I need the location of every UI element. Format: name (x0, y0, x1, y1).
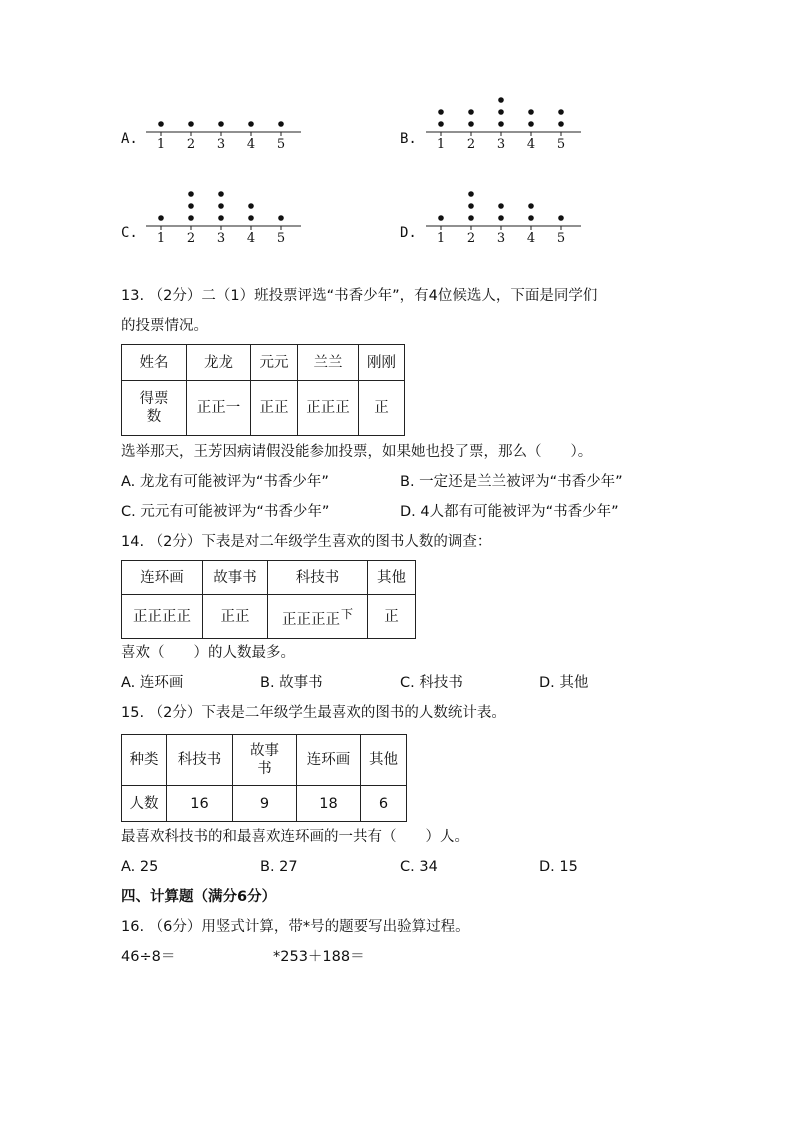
plot-dot (188, 203, 194, 209)
q14-tally-value: 正正正正 (281, 611, 340, 628)
q15-header-category: 种类 (122, 735, 167, 786)
option-c-label: C. (121, 225, 138, 241)
q14-tally-cell: 正正正正 (122, 595, 203, 639)
plot-dot (498, 121, 504, 127)
q14-tally-cell (268, 595, 368, 639)
q13-choice-c[interactable]: C. 元元有可能被评为“书香少年” (121, 504, 330, 520)
q14-header-cell: 连环画 (122, 561, 203, 595)
q14-choice-a[interactable]: A. 连环画 (121, 675, 184, 691)
q13-name-cell: 兰兰 (298, 345, 359, 381)
plot-dot (188, 121, 194, 127)
q14-survey-table (121, 560, 416, 639)
plot-tick-label: 4 (526, 231, 536, 246)
q14-stem: 14. （2分）下表是对二年级学生喜欢的图书人数的调查： (121, 534, 492, 550)
plot-dot (438, 215, 444, 221)
plot-tick-label: 3 (216, 231, 226, 246)
q13-name-cell: 刚刚 (359, 345, 405, 381)
plot-dot (468, 191, 474, 197)
q16-expression-2: *253＋188＝ (273, 949, 365, 965)
plot-dot (218, 215, 224, 221)
plot-dot (248, 121, 254, 127)
plot-dot (468, 121, 474, 127)
q15-category-cell (233, 735, 297, 786)
option-b-label: B. (400, 131, 417, 147)
plot-dot (218, 203, 224, 209)
plot-dot (158, 215, 164, 221)
q15-stat-table (121, 734, 407, 822)
q15-stem: 15. （2分）下表是二年级学生最喜欢的图书的人数统计表。 (121, 705, 506, 721)
q13-choice-d[interactable]: D. 4人都有可能被评为“书香少年” (400, 504, 619, 520)
plot-tick-label: 1 (436, 231, 446, 246)
plot-dot (498, 97, 504, 103)
plot-dot (248, 215, 254, 221)
q15-value-cell: 9 (233, 786, 297, 822)
plot-dot (438, 121, 444, 127)
plot-dot (498, 215, 504, 221)
line-plot-svg (140, 189, 305, 249)
plot-dot (498, 109, 504, 115)
q14-header-cell: 故事书 (203, 561, 268, 595)
q16-stem: 16. （6分）用竖式计算，带*号的题要写出验算过程。 (121, 919, 470, 935)
q14-header-cell: 科技书 (268, 561, 368, 595)
plot-dot (558, 109, 564, 115)
plot-tick-label: 2 (466, 231, 476, 246)
plot-dot (498, 203, 504, 209)
section-title: 四、计算题（满分6分） (121, 889, 277, 905)
q13-header-name: 姓名 (122, 345, 187, 381)
plot-dot (468, 203, 474, 209)
line-plot-svg (420, 189, 585, 249)
q14-header-cell: 其他 (368, 561, 416, 595)
q13-vote-table (121, 344, 405, 436)
plot-tick-label: 4 (246, 231, 256, 246)
plot-dot (468, 109, 474, 115)
plot-dot (188, 191, 194, 197)
plot-dot (528, 109, 534, 115)
option-d-label: D. (400, 225, 417, 241)
q13-header-votes (122, 381, 187, 436)
plot-dot (248, 203, 254, 209)
q13-header-votes-line1: 得票 (139, 391, 169, 407)
q14-tally-cell: 正正 (203, 595, 268, 639)
q13-vote-cell: 正正 (251, 381, 298, 436)
q15-category-line1: 故事 (250, 743, 279, 759)
option-a-label: A. (121, 131, 138, 147)
q15-category-line2: 书 (257, 761, 272, 777)
plot-tick-label: 1 (436, 137, 446, 152)
plot-dot (528, 215, 534, 221)
q15-category-cell: 连环画 (297, 735, 361, 786)
q14-choice-c[interactable]: C. 科技书 (400, 675, 463, 691)
q13-choice-b[interactable]: B. 一定还是兰兰被评为“书香少年” (400, 474, 623, 490)
plot-tick-label: 5 (276, 137, 286, 152)
plot-tick-label: 3 (496, 231, 506, 246)
q15-choice-a[interactable]: A. 25 (121, 859, 159, 875)
q15-choice-b[interactable]: B. 27 (260, 859, 298, 875)
q15-choice-d[interactable]: D. 15 (539, 859, 578, 875)
plot-dot (278, 215, 284, 221)
q15-value-cell: 16 (167, 786, 233, 822)
line-plot-c (140, 189, 305, 249)
line-plot-a (140, 95, 305, 155)
plot-tick-label: 4 (526, 137, 536, 152)
plot-tick-label: 2 (186, 231, 196, 246)
plot-dot (188, 215, 194, 221)
q14-choice-b[interactable]: B. 故事书 (260, 675, 323, 691)
plot-dot (528, 121, 534, 127)
plot-dot (438, 109, 444, 115)
plot-tick-label: 4 (246, 137, 256, 152)
q15-category-cell: 其他 (361, 735, 407, 786)
plot-tick-label: 1 (156, 137, 166, 152)
plot-dot (278, 121, 284, 127)
plot-dot (158, 121, 164, 127)
plot-tick-label: 3 (496, 137, 506, 152)
q15-header-count: 人数 (122, 786, 167, 822)
q15-value-cell: 6 (361, 786, 407, 822)
plot-dot (528, 203, 534, 209)
plot-dot (558, 215, 564, 221)
q13-vote-cell: 正 (359, 381, 405, 436)
plot-dot (468, 215, 474, 221)
q14-tally-extra: 下 (340, 606, 353, 621)
q15-value-cell: 18 (297, 786, 361, 822)
plot-tick-label: 5 (556, 231, 566, 246)
plot-dot (218, 121, 224, 127)
line-plot-d (420, 189, 585, 249)
plot-dot (218, 191, 224, 197)
line-plot-svg (420, 95, 585, 155)
q14-question: 喜欢（ ）的人数最多。 (121, 645, 295, 661)
q15-choice-c[interactable]: C. 34 (400, 859, 438, 875)
q13-name-cell: 元元 (251, 345, 298, 381)
line-plot-svg (140, 95, 305, 155)
q13-name-cell: 龙龙 (187, 345, 251, 381)
plot-tick-label: 3 (216, 137, 226, 152)
q13-stem-line1: 13. （2分）二（1）班投票评选“书香少年”，有4位候选人，下面是同学们 (121, 288, 598, 304)
q13-vote-cell: 正正正 (298, 381, 359, 436)
q14-choice-d[interactable]: D. 其他 (539, 675, 589, 691)
q14-tally-cell: 正 (368, 595, 416, 639)
q13-stem-line2: 的投票情况。 (121, 318, 208, 334)
q15-category-cell: 科技书 (167, 735, 233, 786)
q13-question: 选举那天，王芳因病请假没能参加投票，如果她也投了票，那么（ ）。 (121, 444, 593, 460)
q13-choice-a[interactable]: A. 龙龙有可能被评为“书香少年” (121, 474, 329, 490)
plot-tick-label: 5 (276, 231, 286, 246)
q15-question: 最喜欢科技书的和最喜欢连环画的一共有（ ）人。 (121, 829, 469, 845)
plot-tick-label: 2 (186, 137, 196, 152)
q13-vote-cell: 正正一 (187, 381, 251, 436)
plot-tick-label: 2 (466, 137, 476, 152)
q13-header-votes-line2: 数 (146, 409, 162, 425)
plot-dot (558, 121, 564, 127)
plot-tick-label: 5 (556, 137, 566, 152)
line-plot-b (420, 95, 585, 155)
q16-expression-1: 46÷8＝ (121, 949, 176, 965)
plot-tick-label: 1 (156, 231, 166, 246)
